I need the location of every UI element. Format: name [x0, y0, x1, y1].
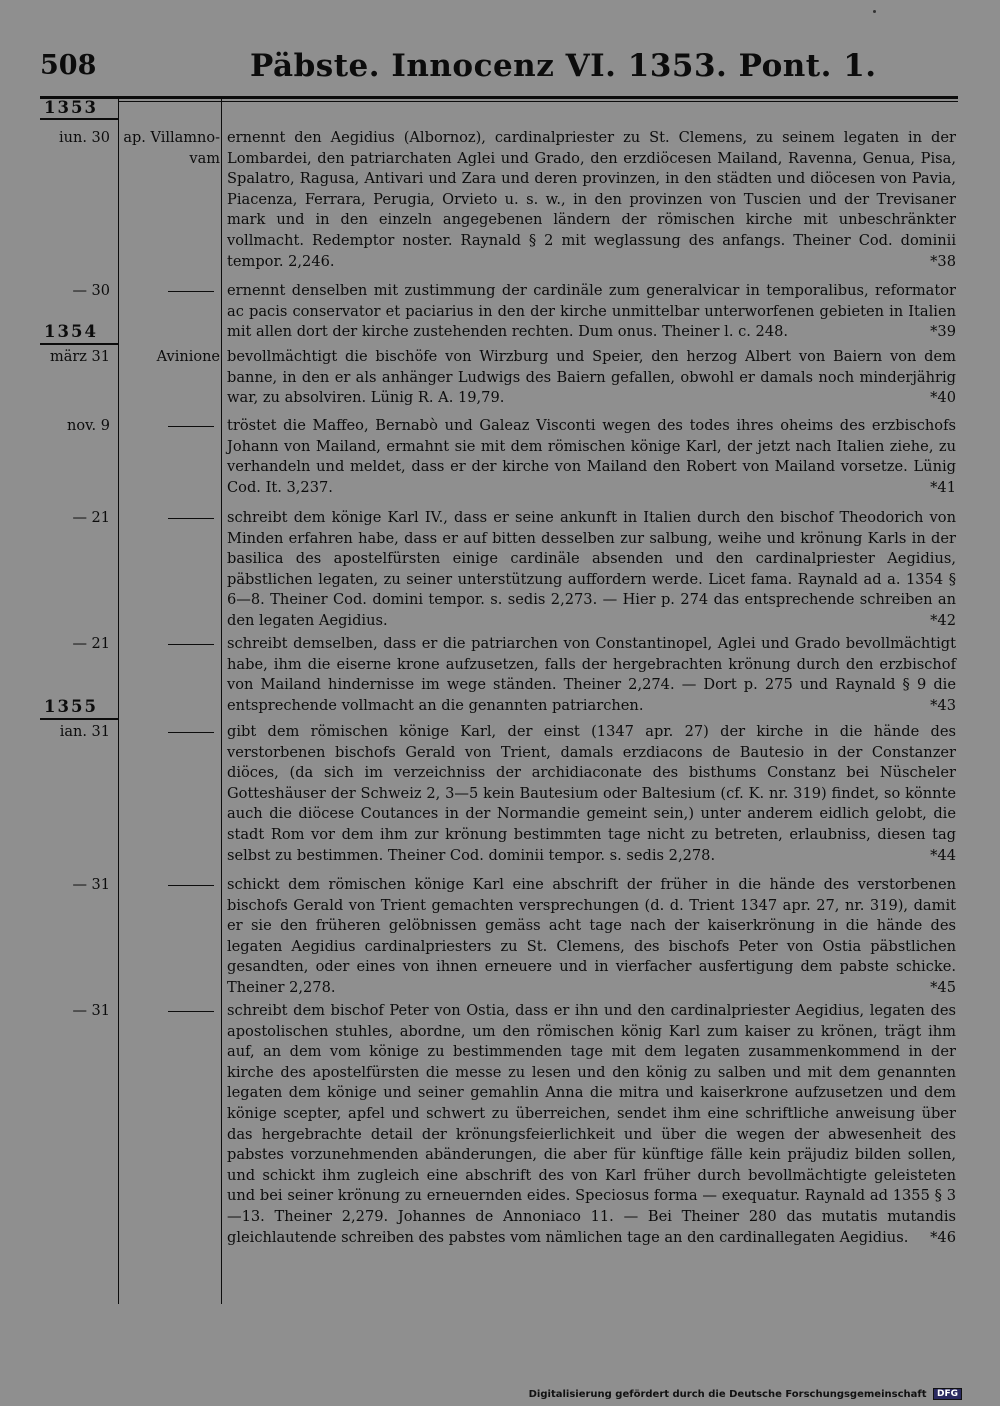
entry-place-dash — [120, 508, 220, 520]
page-number: 508 — [40, 50, 97, 81]
year-heading: 1353 — [44, 98, 98, 117]
entry-date: — 31 — [72, 877, 110, 893]
column-divider-date — [118, 96, 119, 1304]
entry-number: *46 — [930, 1228, 956, 1246]
entry-body: tröstet die Maffeo, Bernabò und Galeaz Visconti wegen des todes ihres oheims des erzbischofs Johann von Mailand, ermahnt sie mit dem römischen könige Karl, der jetzt nach Italien ziehe, zu verhandeln und meldet, dass er der kirche von Mailand den Robert von Mailand vorsetze. Lünig Cod. It. 3,237. — [227, 417, 956, 496]
entry-date: iun. 30 — [59, 130, 110, 146]
entry-date: ian. 31 — [59, 724, 110, 740]
entry-place-dash — [120, 722, 220, 734]
footer-text: Digitalisierung gefördert durch die Deutsche Forschungsgemeinschaft — [528, 1389, 927, 1400]
entry-number: *43 — [930, 696, 956, 714]
entry-body: bevollmächtigt die bischöfe von Wirzburg und Speier, den herzog Albert von Baiern von dem banne, in den er als anhänger Ludwigs des Baiern gefallen, obwohl er damals noch minderjährig war, zu absolviren. Lünig R. A. 19,79. — [227, 348, 956, 407]
entry-place-dash — [120, 416, 220, 428]
entry-number: *41 — [930, 478, 956, 496]
entry-number: *39 — [930, 323, 956, 341]
header-rule — [40, 96, 958, 99]
entry-date: — 30 — [72, 283, 110, 299]
entry-date: — 21 — [72, 510, 110, 526]
year-heading: 1355 — [44, 697, 98, 716]
entry-body: schreibt dem bischof Peter von Ostia, dass er ihn und den cardinalpriester Aegidius, legaten des apostolischen stuhles, abordne, um den römischen könig Karl zum kaiser zu krönen, trägt ihm auf, an dem vom könige zu bestimmenden tage mit dem legaten zusammenkommend in der kirche des apostelfürsten die messe zu lesen und den könig zu salben und mit dem genannten legaten dem könige und seiner gemahlin Anna die mitra und kaiserkrone aufzusetzen und dem könige scepter, apfel und schwert zu überreichen, sendet ihm eine schriftliche anweisung über das hergebrachte detail der krönungsfeierlichkeit und über die wegen der abwesenheit des pabstes vorzunehmenden abänderungen, die aber für künftige fälle kein präjudiz bilden sollen, und schickt ihm zugleich eine abschrift des von Karl früher durch bevollmächtigte geleisteten und bei seiner krönung zu erneuernden eides. Speciosus forma — exequatur. Raynald ad 1355 § 3—13. Theiner 2,279. Johannes de Annoniaco 11. — Bei Theiner 280 das mutatis mutandis gleichlautende schreiben des pabstes vom nämlichen tage an den cardinallegaten Aegidius. — [227, 1002, 956, 1246]
entry-body: schickt dem römischen könige Karl eine abschrift der früher in die hände des verstorbenen bischofs Gerald von Trient gemachten versprechungen (d. d. Trient 1347 apr. 27, nr. 319), damit er sie den früheren gelöbnissen gemäss acht tage nach der kaiserkrönung in die hände des legaten Aegidius cardinalpriesters zu St. Clemens, des bischofs Peter von Ostia päbstlichen gesandten, oder eines von ihnen erneuere und in vierfacher ausfertigung dem pabste schicke. Theiner 2,278. — [227, 876, 956, 996]
entry-place-dash — [120, 875, 220, 887]
entry-number: *44 — [930, 846, 956, 864]
year-rule — [40, 118, 118, 120]
entry-place: ap. Villamno-vam — [123, 130, 220, 167]
entry-number: *38 — [930, 252, 956, 270]
page-header — [40, 48, 960, 88]
entry-text — [227, 722, 956, 866]
entry-text — [227, 508, 956, 632]
entry-text — [227, 281, 956, 343]
entry-text — [227, 128, 956, 272]
entry-text — [227, 416, 956, 498]
year-rule — [40, 343, 118, 345]
entry-body: ernennt den Aegidius (Albornoz), cardinalpriester zu St. Clemens, zu seinem legaten in der Lombardei, den patriarchaten Aglei und Grado, den erzdiöcesen Mailand, Ravenna, Genua, Pisa, Spalatro, Ragusa, Antivari und Zara und deren provinzen, in den städten und diöcesen von Pavia, Piacenza, Ferrara, Perugia, Orvieto u. s. w., in den provinzen von Tuscien und der Trevisaner mark und in den einzeln angegebenen ländern der römischen kirche mit unbeschränkter vollmacht. Redemptor noster. Raynald § 2 mit weglassung des anfangs. Theiner Cod. dominii tempor. 2,246. — [227, 129, 956, 270]
entry-body: schreibt dem könige Karl IV., dass er seine ankunft in Italien durch den bischof Theodorich von Minden erfahren habe, dass er auf bitten desselben zur salbung, weihe und krönung Karls in der basilica des apostelfürsten einige cardinäle absenden und den cardinalpriester Aegidius, päbstlichen legaten, zu seiner unterstützung auffordern werde. Licet fama. Raynald ad a. 1354 § 6—8. Theiner Cod. domini tempor. s. sedis 2,273. — Hier p. 274 das entsprechende schreiben an den legaten Aegidius. — [227, 509, 956, 629]
entry-place-dash — [120, 1001, 220, 1013]
entry-date: — 31 — [72, 1003, 110, 1019]
entry-number: *45 — [930, 978, 956, 996]
header-rule-thin — [118, 101, 958, 102]
dfg-logo: DFG — [933, 1388, 962, 1400]
entry-number: *42 — [930, 611, 956, 629]
entry-body: schreibt demselben, dass er die patriarchen von Constantinopel, Aglei und Grado bevollmächtigt habe, ihm die eiserne krone aufzusetzen, falls der hergebrachten krönung durch den erzbischof von Mailand hindernisse im wege ständen. Theiner 2,274. — Dort p. 275 und Raynald § 9 die entsprechende vollmacht an die genannten patriarchen. — [227, 635, 956, 714]
speck-mark — [873, 10, 876, 13]
entry-body: gibt dem römischen könige Karl, der einst (1347 apr. 27) der kirche in die hände des verstorbenen bischofs Gerald von Trient, damals erzdiacons de Bautesio in der Constanzer diöces, (da sich im verzeichniss der archidiaconate des bisthums Constanz bei Nüscheler Gotteshäuser der Schweiz 2, 3—5 kein Bautesium oder Baltesium (cf. K. nr. 319) findet, so könnte auch die diöcese Coutances in der Normandie gemeint sein,) unter anderem eidlich gelobt, die stadt Rom vor dem ihm zur krönung bestimmten tage nicht zu betreten, erlaubniss, diesen tag selbst zu bestimmen. Theiner Cod. dominii tempor. s. sedis 2,278. — [227, 723, 956, 864]
year-rule — [40, 718, 118, 720]
year-heading: 1354 — [44, 322, 98, 341]
entry-text — [227, 875, 956, 999]
entry-body: ernennt denselben mit zustimmung der cardinäle zum generalvicar in temporalibus, reformator ac pacis conservator et paciarius in den der kirche unmittelbar unterworfenen gebieten in Italien mit allen dort der kirche zustehenden rechten. Dum onus. Theiner l. c. 248. — [227, 282, 956, 341]
entry-text — [227, 347, 956, 409]
entry-place-dash — [120, 281, 220, 293]
entry-place: Avinione — [156, 349, 220, 365]
entry-text — [227, 1001, 956, 1248]
entry-date: — 21 — [72, 636, 110, 652]
entry-date: nov. 9 — [67, 418, 110, 434]
column-divider-place — [221, 96, 222, 1304]
entry-place-dash — [120, 634, 220, 646]
entry-text — [227, 634, 956, 716]
running-title: Päbste. Innocenz VI. 1353. Pont. 1. — [250, 48, 877, 84]
funding-footer — [529, 1388, 962, 1400]
entry-date: märz 31 — [49, 349, 110, 365]
entry-number: *40 — [930, 389, 956, 407]
